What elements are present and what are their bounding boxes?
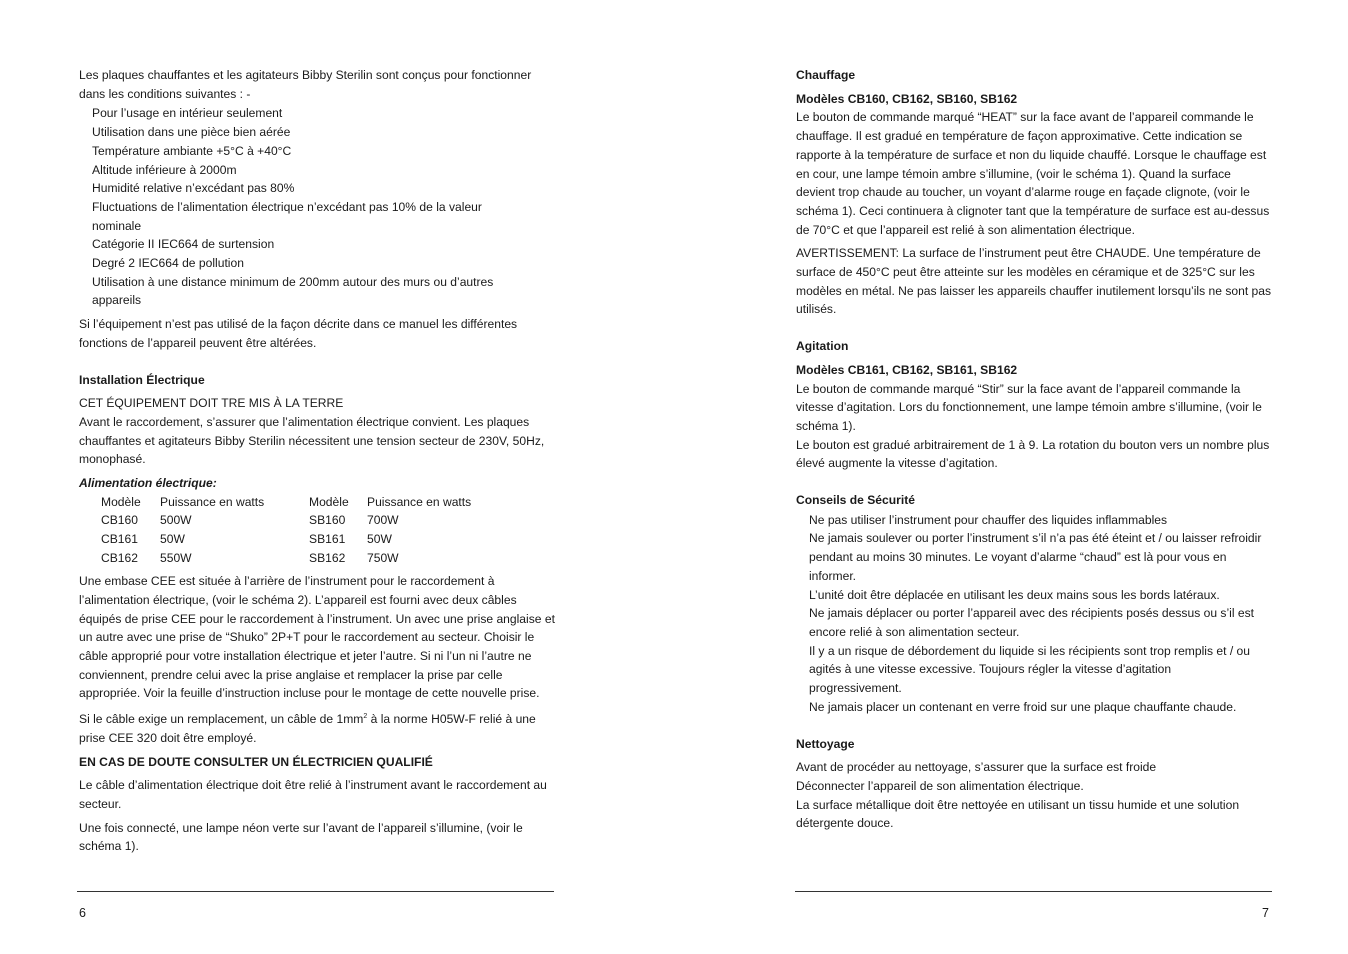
right-page xyxy=(796,66,1272,833)
warning-paragraph: AVERTISSEMENT: La surface de l’instrument peut être CHAUDE. Une température de surface de 450°C peut être atteinte sur les modèles en céramique et de 325°C sur les modèles en métal. Ne pas laisser les appareils chauffer inutilement lorsqu’ils ne sont pas utilisés. xyxy=(796,246,1272,317)
table-cell: CB162 xyxy=(101,550,138,565)
install-paragraph: Avant le raccordement, s’assurer que l’alimentation électrique convient. Les plaques chauffantes et agitateurs Bibby Sterilin nécessitent une tension secteur de 230V, 50Hz, monophasé. xyxy=(79,414,545,467)
doubt-heading: EN CAS DE DOUTE CONSULTER UN ÉLECTRICIEN QUALIFIÉ xyxy=(79,754,433,769)
table-header: Modèle xyxy=(101,494,141,509)
heat-heading: Chauffage xyxy=(796,68,856,82)
table-header: Puissance en watts xyxy=(367,494,472,509)
table-header-row xyxy=(101,493,507,512)
install-heading: Installation Électrique xyxy=(79,372,205,387)
clean-line: La surface métallique doit être nettoyée en utilisant un tissu humide et une solution détergente douce. xyxy=(796,797,1240,831)
power-heading: Alimentation électrique: xyxy=(79,476,217,491)
table-cell: 750W xyxy=(367,550,399,565)
left-page xyxy=(79,66,555,856)
misuse-paragraph: Si l’équipement n’est pas utilisé de la façon décrite dans ce manuel les différentes fonctions de l’appareil peuvent être altérées. xyxy=(79,317,518,350)
stir-models: Modèles CB161, CB162, SB161, SB162 xyxy=(796,362,1018,377)
stir-paragraph: Le bouton de commande marqué “Stir” sur la face avant de l’appareil commande la vitesse d’agitation. Lors du fonctionnement, une lampe témoin ambre s’illumine, (voir le schéma 1). xyxy=(796,381,1262,433)
list-item: Altitude inférieure à 2000m xyxy=(92,162,237,177)
table-row xyxy=(101,530,507,549)
page-number-right: 7 xyxy=(1262,906,1269,920)
table-cell: CB160 xyxy=(101,513,138,528)
safety-list xyxy=(796,511,1272,717)
cee-paragraph: Une embase CEE est située à l’arrière de l’instrument pour le raccordement à l’alimentation électrique, (voir le schéma 2). L’appareil est fourni avec deux câbles équipés de prise CEE pour le raccordement à l’instrument. Un avec une prise anglaise et un autre avec une prise de “Shuko” 2P+T pour le raccordement au secteur. Choisir le câble approprié pour votre installation électrique et jeter l’autre. Si ni l’un ni l’autre ne conviennent, prendre celui avec la prise anglaise et remplacer la prise par celle appropriée. Voir la feuille d’instruction incluse pour le montage de cette nouvelle prise. xyxy=(79,574,555,701)
stir-paragraph-2: Le bouton est gradué arbitrairement de 1 à 9. La rotation du bouton vers un nombre plus élevé augmente la vitesse d’agitation. xyxy=(796,437,1270,471)
list-item: Température ambiante +5°C à +40°C xyxy=(92,143,292,158)
list-item: Ne jamais placer un contenant en verre froid sur une plaque chauffante chaude. xyxy=(809,699,1237,714)
list-item: Utilisation à une distance minimum de 200mm autour des murs ou d’autres appareils xyxy=(92,274,494,308)
table-cell: SB162 xyxy=(309,550,346,565)
table-row xyxy=(101,511,507,530)
list-item: Ne jamais déplacer ou porter l’appareil avec des récipients posés dessus ou s’il est encore relié à son alimentation secteur. xyxy=(809,606,1255,639)
list-item: Degré 2 IEC664 de pollution xyxy=(92,256,244,271)
list-item: Il y a un risque de débordement du liquide si les récipients sont trop remplis et / ou agités à une vitesse excessive. Toujours régler la vitesse d’agitation progressivement. xyxy=(809,643,1250,696)
list-item: Humidité relative n’excédant pas 80% xyxy=(92,181,295,196)
list-item: Pour l’usage en intérieur seulement xyxy=(92,106,283,121)
list-item: L’unité doit être déplacée en utilisant les deux mains sous les bords latéraux. xyxy=(809,587,1220,602)
safety-heading: Conseils de Sécurité xyxy=(796,493,915,508)
table-cell: 50W xyxy=(160,531,185,546)
table-header: Puissance en watts xyxy=(160,494,265,509)
cable-text: Si le câble exige un remplacement, un câble de 1mm xyxy=(79,712,364,727)
cable-paragraph xyxy=(79,708,555,747)
table-cell: 550W xyxy=(160,550,192,565)
power-table xyxy=(101,493,507,567)
heat-paragraph: Le bouton de commande marqué “HEAT” sur la face avant de l’appareil commande le chauffage. Il est gradué en température de façon approximative. Cette indication se rapporte à la température de surface et non du liquide chauffé. Lorsque le chauffage est en cour, une lampe témoin ambre s’illumine, (voir le schéma 1). Quand la surface devient trop chaude au toucher, un voyant d’alarme rouge en façade clignote, (voir le schéma 1). Ceci continuera à clignoter tant que la température de surface est au-dessus de 70°C et que l’appareil est relié à son alimentation électrique. xyxy=(796,110,1270,237)
cable-text-end: à la norme H05W-F relié à une prise CEE 320 doit être employé. xyxy=(79,712,536,745)
table-cell: CB161 xyxy=(101,531,138,546)
connect-paragraph: Le câble d’alimentation électrique doit être relié à l’instrument avant le raccordement au secteur. xyxy=(79,778,547,811)
page-number-left: 6 xyxy=(79,906,86,920)
table-cell: 50W xyxy=(367,531,392,546)
table-cell: SB160 xyxy=(309,513,346,528)
table-cell: 700W xyxy=(367,513,399,528)
list-item: Ne jamais soulever ou porter l’instrument s’il n’a pas été éteint et / ou laisser refroidir pendant au moins 30 minutes. Le voyant d’alarme “chaud” est là pour vous en informer. xyxy=(809,531,1262,583)
list-item: Ne pas utiliser l’instrument pour chauffer des liquides inflammables xyxy=(809,512,1168,527)
heat-models: Modèles CB160, CB162, SB160, SB162 xyxy=(796,91,1018,106)
list-item: Catégorie II IEC664 de surtension xyxy=(92,237,275,252)
intro-paragraph: Les plaques chauffantes et les agitateurs Bibby Sterilin sont conçus pour fonctionner dans les conditions suivantes : - xyxy=(79,68,532,101)
earth-warning: CET ÉQUIPEMENT DOIT TRE MIS À LA TERRE xyxy=(79,396,344,411)
list-item: Utilisation dans une pièce bien aérée xyxy=(92,125,291,140)
table-cell: SB161 xyxy=(309,531,346,546)
neon-paragraph: Une fois connecté, une lampe néon verte sur l’avant de l’appareil s’illumine, (voir le schéma 1). xyxy=(79,820,523,854)
footer-rule-right xyxy=(795,891,1272,892)
list-item: Fluctuations de l’alimentation électrique n’excédant pas 10% de la valeur nominale xyxy=(92,199,482,233)
table-row xyxy=(101,549,507,568)
table-header: Modèle xyxy=(309,494,349,509)
superscript: 2 xyxy=(363,713,368,721)
clean-line: Déconnecter l’appareil de son alimentation électrique. xyxy=(796,778,1084,793)
table-cell: 500W xyxy=(160,513,192,528)
stir-heading: Agitation xyxy=(796,339,849,354)
clean-line: Avant de procéder au nettoyage, s’assurer que la surface est froide xyxy=(796,760,1157,775)
footer-rule-left xyxy=(77,891,554,892)
conditions-list xyxy=(79,104,555,310)
clean-heading: Nettoyage xyxy=(796,736,855,751)
